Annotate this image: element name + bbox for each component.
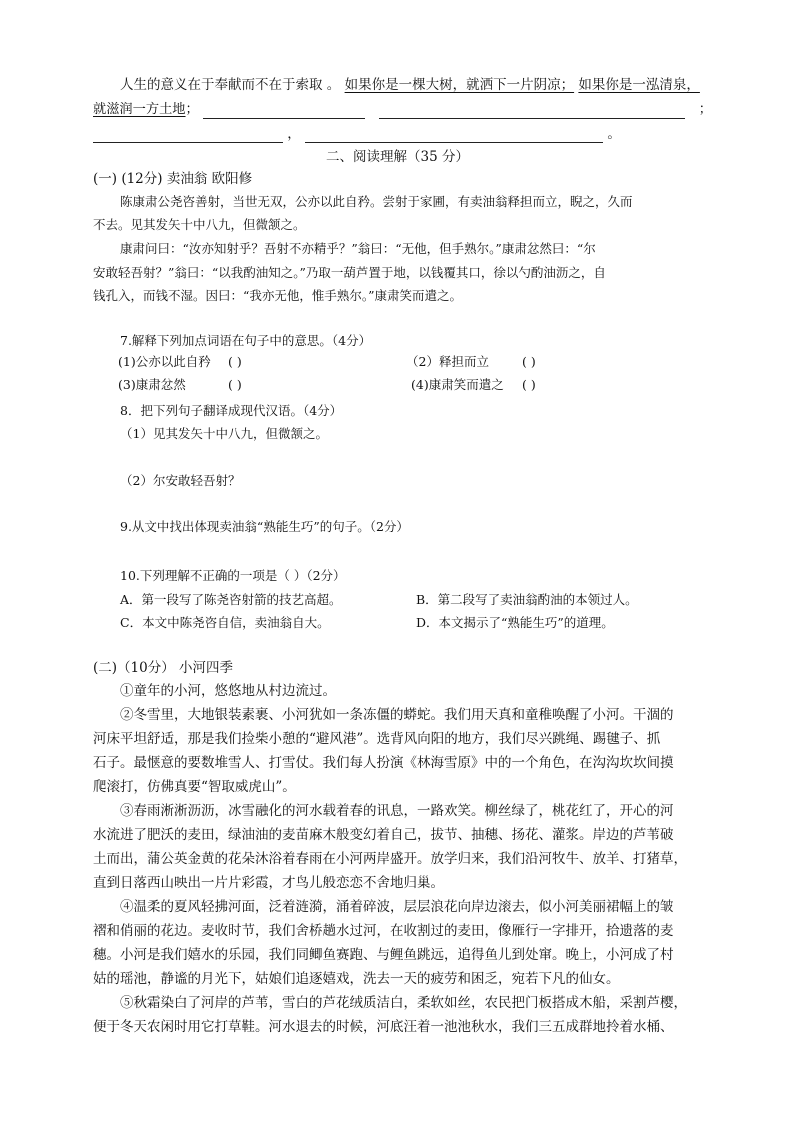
fill-in-example-1: 如果你是一棵大树，就洒下一片阴凉；: [344, 77, 575, 93]
passage-line: 安敢轻吾射？”翁曰：“以我酌油知之。”乃取一葫芦置于地，以钱覆其口，徐以勺酌油沥之，自: [93, 265, 606, 280]
section-title: 二、阅读理解（35 分）: [326, 149, 469, 165]
answer-paren[interactable]: ( ): [522, 354, 536, 369]
question-9: 9.从文中找出体现卖油翁“熟能生巧”的句子。（2分）: [120, 519, 409, 534]
passage-line: 穗。小河是我们嬉水的乐园，我们同鲫鱼赛跑、与鲤鱼跳远，追得鱼儿到处窜。晚上，小河成了村: [93, 947, 674, 963]
answer-paren[interactable]: ( ): [522, 377, 536, 392]
option-b[interactable]: B．第二段写了卖油翁酌油的本领过人。: [416, 592, 638, 607]
question-7-item-4: (4)康肃笑而遣之: [411, 377, 504, 392]
passage-line: 直到日落西山映出一片片彩霞，才鸟儿般恋恋不舍地归巢。: [93, 875, 444, 891]
fill-in-example-2: 如果你是一泓清泉，: [578, 77, 700, 93]
fill-in-line-1: [120, 76, 700, 94]
answer-paren[interactable]: ( ): [228, 377, 242, 392]
passage-line: ③春雨淅淅沥沥，冰雪融化的河水载着春的讯息，一路欢笑。柳丝绿了，桃花红了，开心的河: [120, 803, 674, 819]
period: 。: [607, 126, 621, 142]
passage-line: 便于冬天农闲时用它打草鞋。河水退去的时候，河底汪着一池池秋水，我们三五成群地拎着水桶、: [93, 1019, 674, 1035]
option-d[interactable]: D．本文揭示了“熟能生巧”的道理。: [416, 615, 614, 630]
option-a[interactable]: A．第一段写了陈尧咨射箭的技艺高超。: [120, 592, 342, 607]
question-8-sentence-2: （2）尔安敢轻吾射？: [120, 473, 241, 488]
question-7-item-3: (3)康肃忿然: [118, 377, 186, 392]
fill-in-line-2: [93, 101, 712, 119]
passage-line: 河床平坦舒适，那是我们捡柴小憩的“避风港”。选背风向阳的地方，我们尽兴跳绳、踢毽子、抓: [93, 731, 661, 747]
semicolon: ；: [698, 102, 712, 117]
question-7-item-1: (1)公亦以此自矜: [118, 354, 211, 369]
semicolon: ；: [185, 102, 199, 117]
passage-line: 褶和俏丽的花边。麦收时节，我们舍桥趟水过河，在收割过的麦田，像雁行一字排开，拾遗落的麦: [93, 923, 674, 939]
passage-line: 不去。见其发矢十中八九，但微颔之。: [93, 217, 306, 232]
passage-line: ②冬雪里，大地银装素裹、小河犹如一条冻僵的蟒蛇。我们用天真和童稚唤醒了小河。干涸的: [120, 707, 674, 723]
fill-in-lead: 人生的意义在于奉献而不在于索取 。: [120, 77, 341, 93]
passage-line: 钱孔入，而钱不湿。因曰：“我亦无他，惟手熟尔。”康肃笑而遣之。: [93, 288, 463, 303]
part2-heading: (二)（10分） 小河四季: [93, 660, 234, 676]
fill-in-line-3: [93, 125, 621, 143]
answer-blank[interactable]: [93, 128, 283, 143]
option-c[interactable]: C．本文中陈尧咨自信，卖油翁自大。: [120, 615, 330, 630]
passage-line: ⑤秋霜染白了河岸的芦苇，雪白的芦花绒质洁白，柔软如丝，农民把门板搭成木船，采割芦樱，: [120, 995, 687, 1011]
passage-line: 爬滚打，仿佛真要“智取威虎山”。: [93, 779, 296, 795]
fill-in-example-3: 就滋润一方土地: [93, 102, 186, 117]
passage-line: ①童年的小河，悠悠地从村边流过。: [120, 683, 336, 699]
part1-heading: (一) (12分) 卖油翁 欧阳修: [93, 171, 253, 187]
passage-line: 陈康肃公尧咨善射，当世无双，公亦以此自矜。尝射于家圃，有卖油翁释担而立，睨之，久而: [120, 194, 633, 209]
question-8-stem: 8．把下列句子翻译成现代汉语。（4分）: [120, 403, 343, 418]
passage-line: 土而出，蒲公英金黄的花朵沐浴着春雨在小河两岸盛开。放学归来，我们沿河牧牛、放羊、打猪草，: [93, 851, 687, 867]
question-7-item-2: （2）释担而立: [406, 354, 489, 369]
passage-line: ④温柔的夏风轻拂河面，泛着涟漪，涌着碎波，层层浪花向岸边滚去，似小河美丽裙幅上的皱: [120, 899, 674, 915]
question-8-sentence-1: （1）见其发矢十中八九，但微颔之。: [120, 426, 328, 441]
answer-blank[interactable]: [379, 104, 685, 119]
passage-line: 姑的瑶池，静谧的月光下，姑娘们追逐嬉戏，洗去一天的疲劳和困乏，宛若下凡的仙女。: [93, 971, 620, 987]
passage-line: 水流进了肥沃的麦田，绿油油的麦苗麻木般变幻着自己，拔节、抽穗、扬花、灌浆。岸边的芦苇破: [93, 827, 674, 843]
passage-line: 康肃问曰：“汝亦知射乎？吾射不亦精乎？”翁曰：“无他，但手熟尔。”康肃忿然曰：“尔: [120, 241, 596, 256]
passage-line: 石子。最惬意的要数堆雪人、打雪仗。我们每人扮演《林海雪原》中的一个角色，在沟沟坎坎间摸: [93, 755, 674, 771]
answer-blank[interactable]: [203, 104, 365, 119]
comma: ，: [287, 126, 301, 142]
question-7-stem: 7.解释下列加点词语在句子中的意思。（4分）: [120, 333, 372, 348]
answer-paren[interactable]: ( ): [228, 354, 242, 369]
answer-blank[interactable]: [305, 128, 603, 143]
question-10-stem: 10.下列理解不正确的一项是（ ）（2分）: [120, 568, 346, 583]
